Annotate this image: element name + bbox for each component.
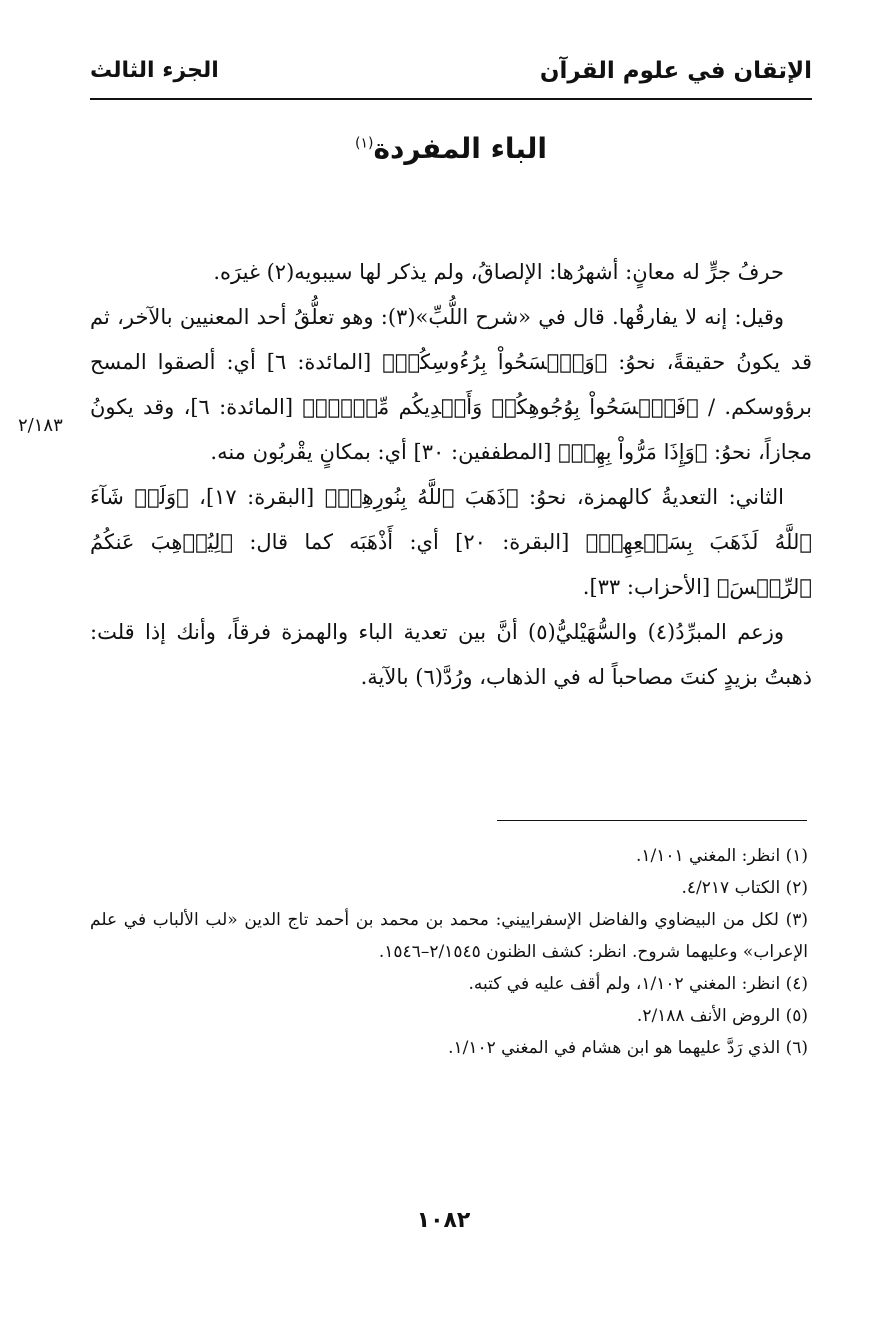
footnote-5: (٥) الروض الأنف ٢/١٨٨. bbox=[636, 1006, 808, 1026]
paragraph-2: وقيل: إنه لا يفارقُها. قال في «شرح اللُّبِّ»(٣): وهو تعلُّقُ أحد المعنيين بالآخر، ثم قد يكونُ حقيقةً، نحوُ: ﴿وَٱمۡسَحُواْ بِرُءُوسِكُمۡ﴾ [المائدة: ٦] أي: ألصقوا المسح برؤوسكم. / ﴿فَٱمۡسَحُواْ بِوُجُوهِكُمۡ وَأَيۡدِيكُم مِّنۡهُۚ﴾ [المائدة: ٦]، وقد يكونُ مجازاً، نحوُ: ﴿وَإِذَا مَرُّواْ بِهِمۡ﴾ [المطففين: ٣٠] أي: بمكانٍ يقْربُون منه. bbox=[90, 305, 812, 464]
footnote-2: (٢) الكتاب ٤/٢١٧. bbox=[681, 878, 808, 898]
running-header bbox=[90, 52, 812, 100]
footnote-separator bbox=[497, 820, 807, 821]
main-text bbox=[90, 250, 812, 700]
footnote-6: (٦) الذي رَدَّ عليهما هو ابن هشام في المغني ١/١٠٢. bbox=[448, 1038, 808, 1058]
paragraph-1: حرفُ جرٍّ له معانٍ: أشهرُها: الإلصاقُ، ولم يذكر لها سيبويه(٢) غيرَه. bbox=[213, 260, 784, 284]
footnote-3: (٣) لكل من البيضاوي والفاضل الإسفراييني: محمد بن محمد بن أحمد تاج الدين «لب الألباب في علم الإعراب» وعليهما شروح. انظر: كشف الظنون ٢/١٥٤٥–١٥٤٦. bbox=[90, 910, 808, 962]
book-title: الإتقان في علوم القرآن bbox=[539, 58, 812, 84]
chapter-title-text: الباء المفردة bbox=[373, 132, 547, 165]
footnote-1: (١) انظر: المغني ١/١٠١. bbox=[635, 846, 808, 866]
paragraph-4: وزعم المبرِّدُ(٤) والسُّهَيْليُّ(٥) أنَّ بين تعدية الباء والهمزة فرقاً، وأنك إذا قلت: ذهبتُ بزيدٍ كنتَ مصاحباً له في الذهاب، ورُدَّ(٦) بالآية. bbox=[90, 620, 812, 689]
chapter-title bbox=[90, 132, 812, 165]
margin-page-reference: ٢/١٨٣ bbox=[18, 415, 63, 436]
chapter-note-marker: (١) bbox=[355, 135, 374, 152]
footnotes bbox=[90, 840, 808, 1064]
part-title: الجزء الثالث bbox=[90, 58, 219, 83]
page-number: ١٠٨٢ bbox=[416, 1208, 471, 1233]
footnote-4: (٤) انظر: المغني ١/١٠٢، ولم أقف عليه في كتبه. bbox=[468, 974, 808, 994]
paragraph-3: الثاني: التعديةُ كالهمزة، نحوُ: ﴿ذَهَبَ ٱللَّهُ بِنُورِهِمۡ﴾ [البقرة: ١٧]، ﴿وَلَوۡ شَآءَ ٱللَّهُ لَذَهَبَ بِسَمۡعِهِمۡ﴾ [البقرة: ٢٠] أي: أَذْهَبَه كما قال: ﴿لِيُذۡهِبَ عَنكُمُ ٱلرِّجۡسَ﴾ [الأحزاب: ٣٣]. bbox=[90, 485, 812, 599]
